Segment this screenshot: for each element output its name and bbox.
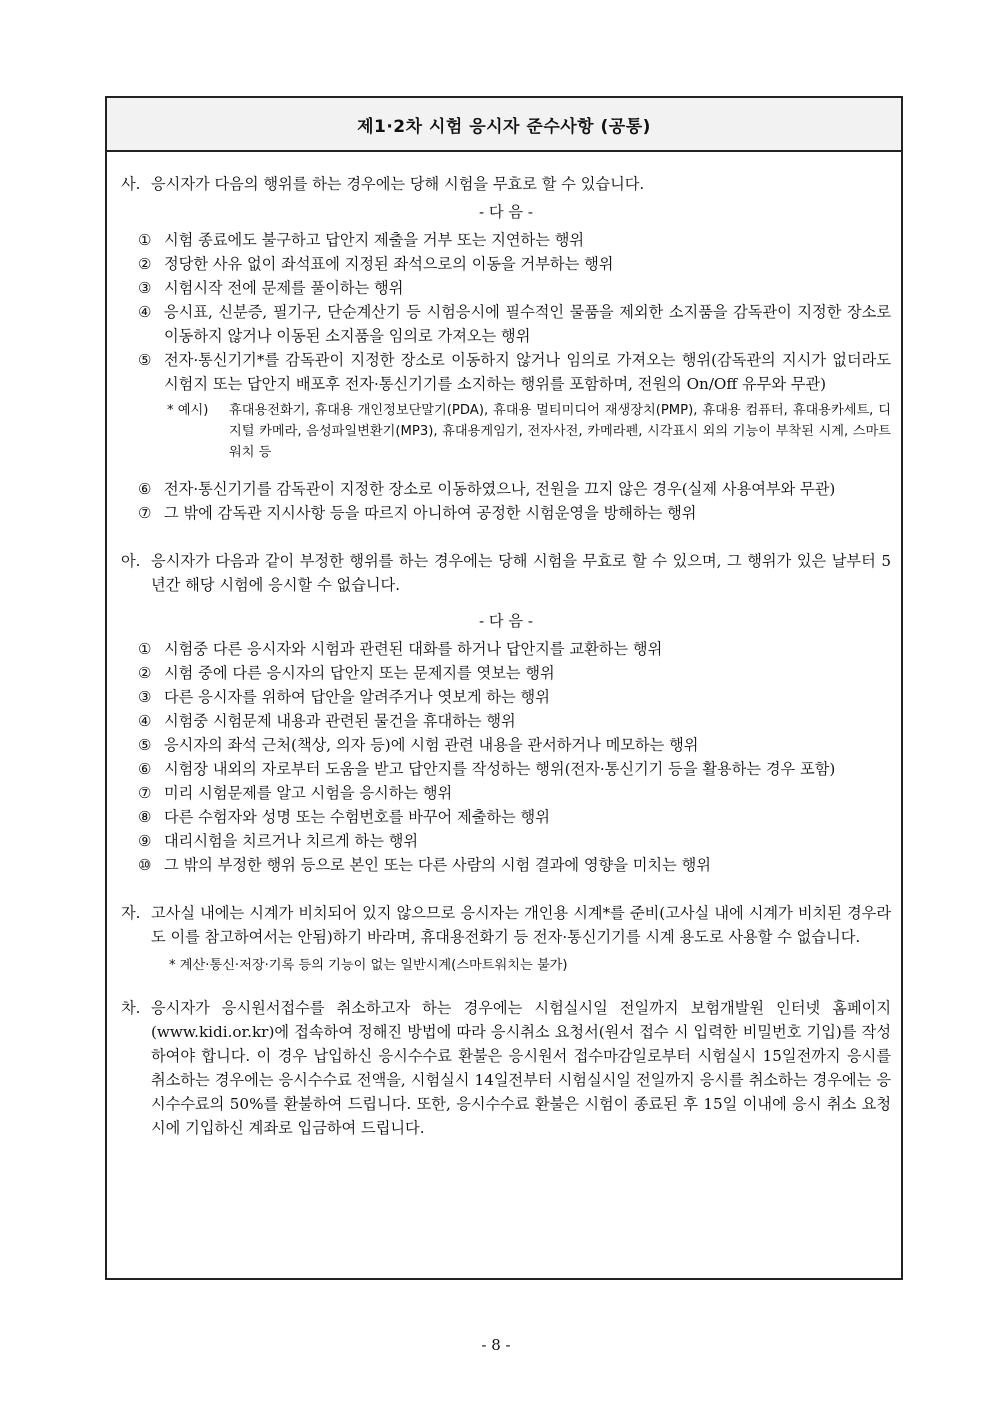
section-text: 응시자가 응시원서접수를 취소하고자 하는 경우에는 시험실시일 전일까지 보험개발원 인터넷 홈페이지(www.kidi.or.kr)에 접속하여 정해진 방법에 따라 응시취소 요청서(원서 접수 시 입력한 비밀번호 기입)를 작성하여야 합니다. 이 경우 납입하신 응시수수료 환불은 응시원서 접수마감일로부터 시험실시 15일전까지 응시를 취소하는 경우에는 응시수수료 전액을, 시험실시 14일전부터 시험실시일 전일까지 응시를 취소하는 경우에는 응시수수료의 50%를 환불하여 드립니다. 또한, 응시수수료 환불은 시험이 종료된 후 15일 이내에 응시 취소 요청 시에 기입하신 계좌로 입금하여 드립니다. xyxy=(151,999,891,1137)
section-mark: 아. xyxy=(121,552,141,570)
list-item: ② 정당한 사유 없이 좌석표에 지정된 좌석으로의 이동을 거부하는 행위 xyxy=(138,255,614,273)
section-sa xyxy=(121,172,891,196)
list-item: ⑥ 전자·통신기기를 감독관이 지정한 장소로 이동하였으나, 전원을 끄지 않은 경우(실제 사용여부와 무관) xyxy=(138,480,836,498)
page-title: 제1·2차 시험 응시자 준수사항 (공통) xyxy=(107,98,901,152)
section-ja xyxy=(121,901,891,949)
section-text: 고사실 내에는 시계가 비치되어 있지 않으므로 응시자는 개인용 시계*를 준비(고사실 내에 시계가 비치된 경우라도 이를 참고하여서는 안됨)하기 바라며, 휴대용전화기 등 전자·통신기기를 시계 용도로 사용할 수 없습니다. xyxy=(151,904,891,946)
section-cha xyxy=(121,996,891,1140)
list-item: ⑥ 시험장 내외의 자로부터 도움을 받고 답안지를 작성하는 행위(전자·통신기기 등을 활용하는 경우 포함) xyxy=(138,760,836,778)
page-number: - 8 - xyxy=(481,1336,511,1354)
rule-list-a xyxy=(121,637,891,877)
list-item: ① 시험중 다른 응시자와 시험과 관련된 대화를 하거나 답안지를 교환하는 행위 xyxy=(138,640,663,658)
section-mark: 차. xyxy=(121,999,141,1017)
list-item: ④ 응시표, 신분증, 필기구, 단순계산기 등 시험응시에 필수적인 물품을 제외한 소지품을 감독관이 지정한 장소로 이동하지 않거나 이동된 소지품을 임의로 가져오는 행위 xyxy=(138,303,891,345)
list-item: ⑤ 전자·통신기기*를 감독관이 지정한 장소로 이동하지 않거나 임의로 가져오는 행위(감독관의 지시가 없더라도 시험지 또는 답안지 배포후 전자·통신기기를 소지하는 행위를 포함하며, 전원의 On/Off 유무와 무관) xyxy=(138,351,891,393)
list-item: ⑦ 그 밖에 감독관 지시사항 등을 따르지 아니하여 공정한 시험운영을 방해하는 행위 xyxy=(138,504,697,522)
list-item: ⑧ 다른 수험자와 성명 또는 수험번호를 바꾸어 제출하는 행위 xyxy=(138,808,550,826)
section-mark: 자. xyxy=(121,904,141,922)
section-a xyxy=(121,549,891,597)
list-item: ② 시험 중에 다른 응시자의 답안지 또는 문제지를 엿보는 행위 xyxy=(138,664,555,682)
section-text: 응시자가 다음의 행위를 하는 경우에는 당해 시험을 무효로 할 수 있습니다. xyxy=(151,175,645,193)
list-item: ⑩ 그 밖의 부정한 행위 등으로 본인 또는 다른 사람의 시험 결과에 영향을 미치는 행위 xyxy=(138,856,711,874)
rule-list-sa-continued xyxy=(121,477,891,525)
list-item: ③ 다른 응시자를 위하여 답안을 알려주거나 엿보게 하는 행위 xyxy=(138,688,550,706)
section-text: 응시자가 다음과 같이 부정한 행위를 하는 경우에는 당해 시험을 무효로 할 수 있으며, 그 행위가 있은 날부터 5년간 해당 시험에 응시할 수 없습니다. xyxy=(151,552,891,594)
notice-box xyxy=(105,96,903,1280)
watch-note: * 계산·통신·저장·기록 등의 기능이 없는 일반시계(스마트워치는 불가) xyxy=(169,958,568,973)
list-item: ③ 시험시작 전에 문제를 풀이하는 행위 xyxy=(138,279,404,297)
list-item: ④ 시험중 시험문제 내용과 관련된 물건을 휴대하는 행위 xyxy=(138,712,516,730)
list-item: ⑦ 미리 시험문제를 알고 시험을 응시하는 행위 xyxy=(138,784,453,802)
list-item: ⑤ 응시자의 좌석 근처(책상, 의자 등)에 시험 관련 내용을 관서하거나 메모하는 행위 xyxy=(138,736,699,754)
notice-content xyxy=(107,172,901,1140)
list-item: ⑨ 대리시험을 치르거나 치르게 하는 행위 xyxy=(138,832,419,850)
device-example-note: * 예시) 휴대용전화기, 휴대용 개인정보단말기(PDA), 휴대용 멀티미디어 재생장치(PMP), 휴대용 컴퓨터, 휴대용카세트, 디지털 카메라, 음성파일변환기(MP3), 휴대용게임기, 전자사전, 카메라펜, 시각표시 외의 기능이 부착된 시계, 스마트워치 등 xyxy=(167,403,891,460)
rule-list-sa xyxy=(121,228,891,396)
list-item: ① 시험 종료에도 불구하고 답안지 제출을 거부 또는 지연하는 행위 xyxy=(138,231,585,249)
section-mark: 사. xyxy=(121,175,141,193)
list-heading: - 다 음 - xyxy=(478,612,534,630)
list-heading: - 다 음 - xyxy=(478,203,534,221)
